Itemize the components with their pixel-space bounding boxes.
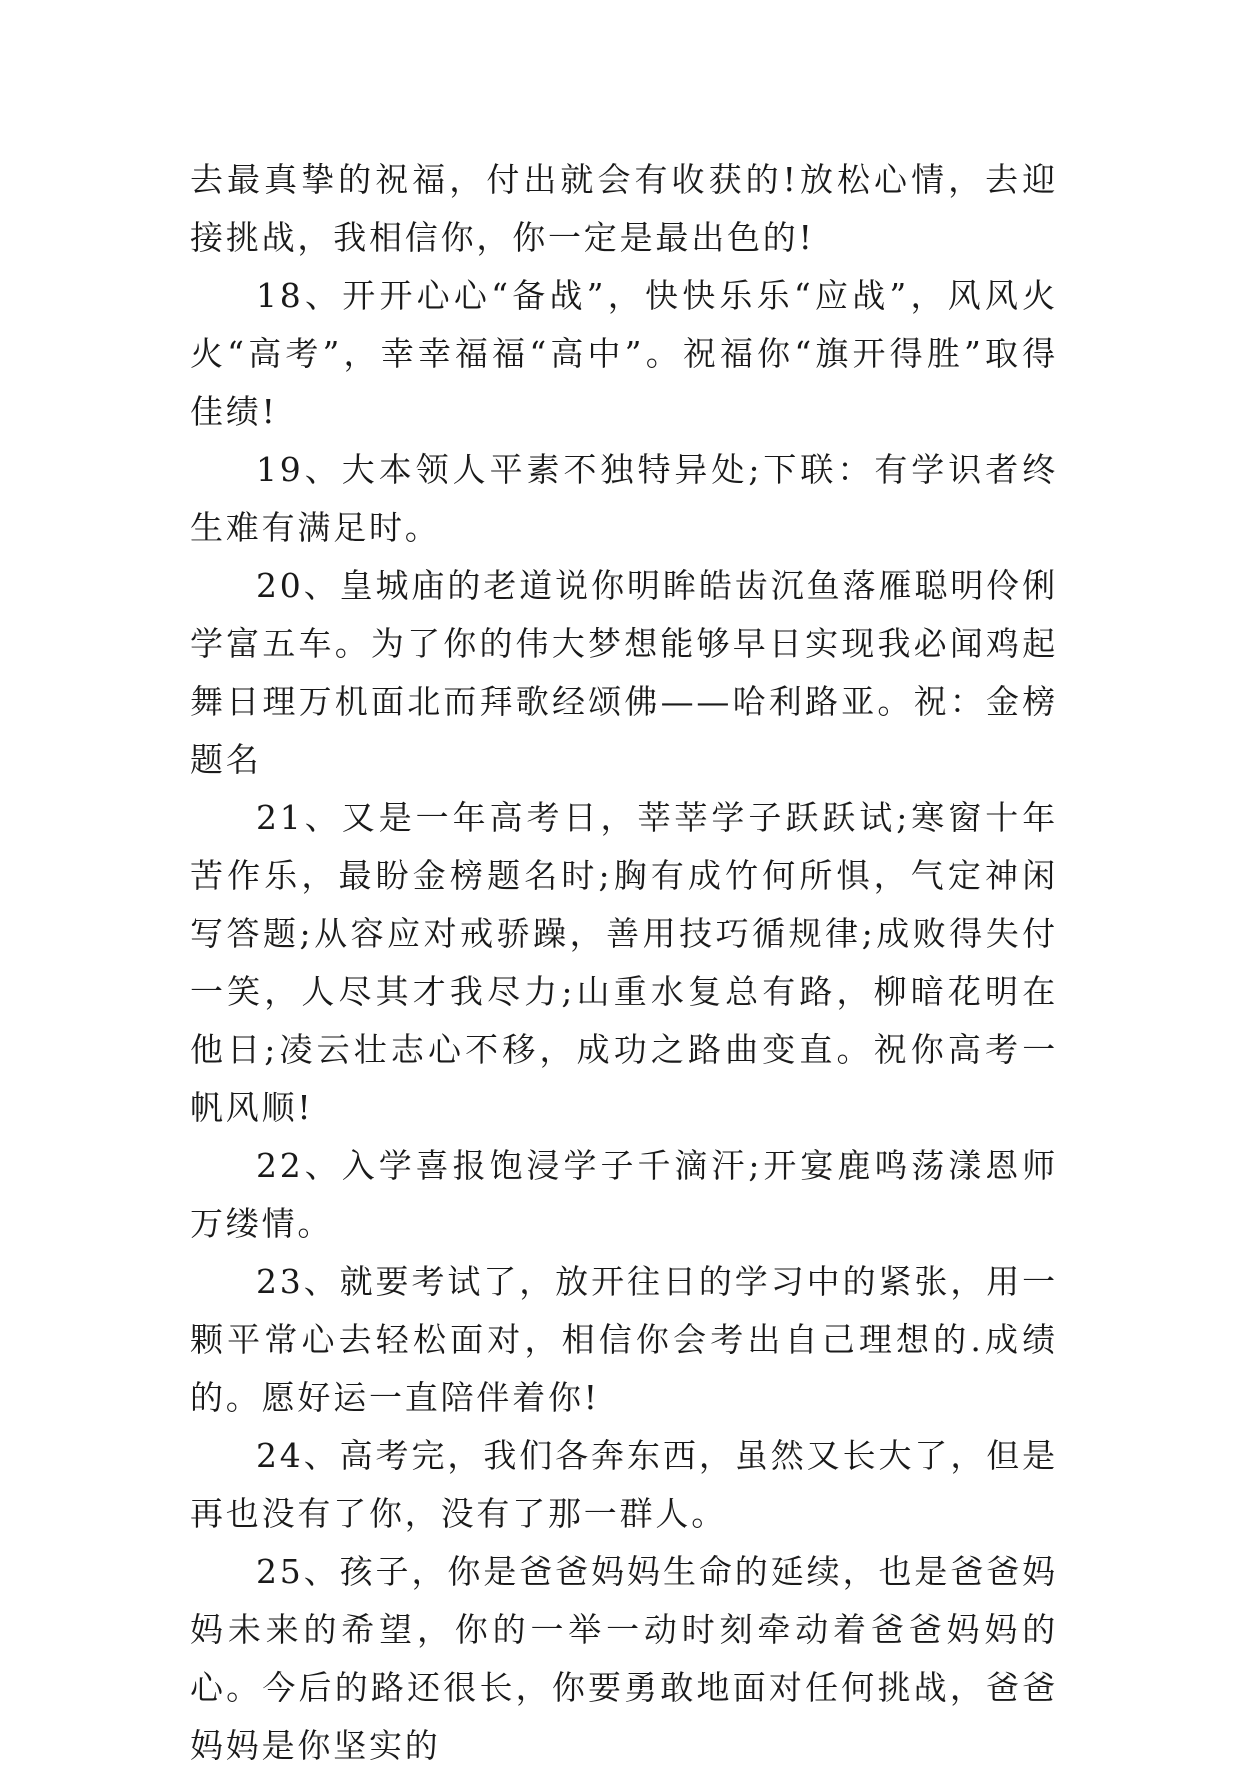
paragraph-22: 22、入学喜报饱浸学子千滴汗;开宴鹿鸣荡漾恩师万缕情。 <box>190 1146 1058 1243</box>
paragraph-21: 21、又是一年高考日，莘莘学子跃跃试;寒窗十年苦作乐，最盼金榜题名时;胸有成竹何所惧，气定神闲写答题;从容应对戒骄躁，善用技巧循规律;成败得失付一笑，人尽其才我尽力;山重水复总有路，柳暗花明在他日;凌云壮志心不移，成功之路曲变直。祝你高考一帆风顺! <box>190 798 1058 1127</box>
paragraph-25: 25、孩子，你是爸爸妈妈生命的延续，也是爸爸妈妈未来的希望，你的一举一动时刻牵动着爸爸妈妈的心。今后的路还很长，你要勇敢地面对任何挑战，爸爸妈妈是你坚实的 <box>190 1552 1058 1765</box>
document-page <box>190 151 1058 1775</box>
paragraph-20: 20、皇城庙的老道说你明眸皓齿沉鱼落雁聪明伶俐学富五车。为了你的伟大梦想能够早日实现我必闻鸡起舞日理万机面北而拜歌经颂佛——哈利路亚。祝：金榜题名 <box>190 566 1058 779</box>
paragraph-18: 18、开开心心“备战”，快快乐乐“应战”，风风火火“高考”，幸幸福福“高中”。祝福你“旗开得胜”取得佳绩! <box>190 276 1058 431</box>
paragraph-24: 24、高考完，我们各奔东西，虽然又长大了，但是再也没有了你，没有了那一群人。 <box>190 1436 1058 1533</box>
paragraph-17-continued: 去最真挚的祝福，付出就会有收获的!放松心情，去迎接挑战，我相信你，你一定是最出色的! <box>190 160 1058 257</box>
paragraph-19: 19、大本领人平素不独特异处;下联：有学识者终生难有满足时。 <box>190 450 1058 547</box>
paragraph-23: 23、就要考试了，放开往日的学习中的紧张，用一颗平常心去轻松面对，相信你会考出自己理想的.成绩的。愿好运一直陪伴着你! <box>190 1262 1058 1417</box>
